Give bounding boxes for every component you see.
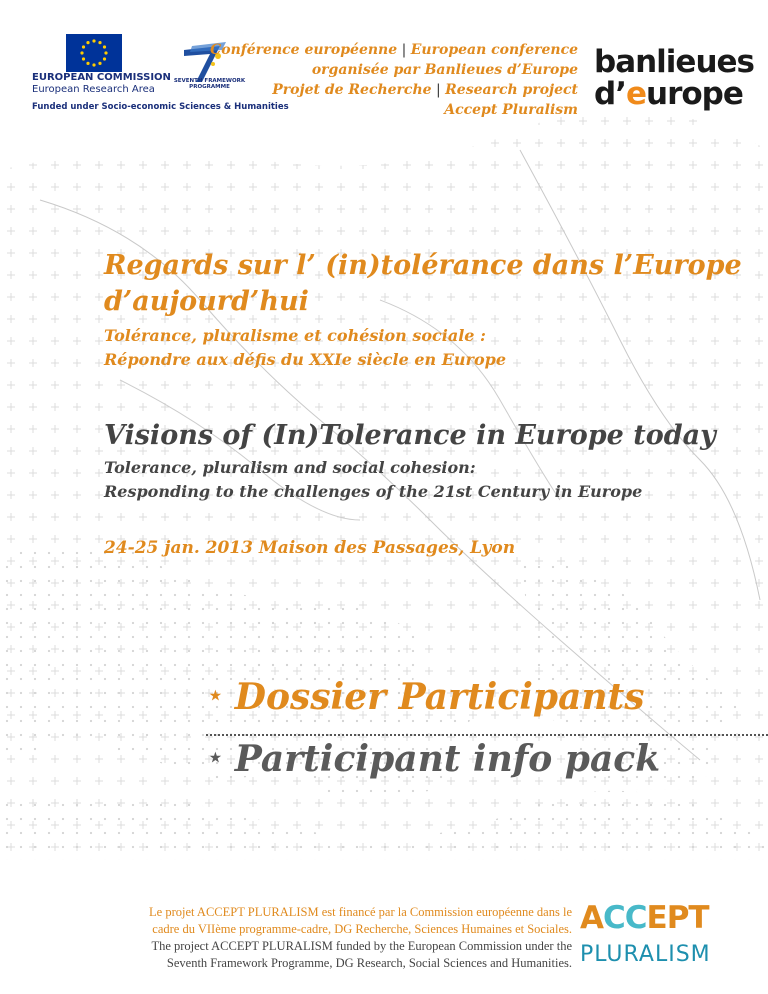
funding-fr-line-2: cadre du VIIème programme-cadre, DG Recherche, Sciences Humaines et Sociales. bbox=[152, 922, 572, 936]
french-subtitle-line-1: Tolérance, pluralisme et cohésion sociale : bbox=[104, 326, 486, 345]
eu-research-area-label: European Research Area bbox=[32, 84, 155, 95]
bde-logo-line-1: banlieues bbox=[594, 44, 755, 80]
english-subtitle bbox=[104, 456, 642, 504]
eu-flag-icon bbox=[66, 34, 122, 72]
english-subtitle-line-2: Responding to the challenges of the 21st Century in Europe bbox=[104, 482, 643, 501]
conference-header bbox=[210, 40, 578, 120]
funded-under-label: Funded under Socio-economic Sciences & Humanities bbox=[32, 102, 289, 112]
header-project-fr: Projet de Recherche bbox=[272, 82, 432, 98]
accept-letters-ept: EPT bbox=[646, 900, 709, 936]
english-subtitle-line-1: Tolerance, pluralism and social cohesion: bbox=[104, 458, 476, 477]
dotted-divider bbox=[206, 734, 768, 736]
bde-logo-line-2 bbox=[594, 78, 743, 110]
funding-en-line-1: The project ACCEPT PLURALISM funded by the European Commission under the bbox=[151, 939, 572, 953]
accept-letter-c1: C bbox=[603, 900, 625, 936]
header-line-1 bbox=[210, 40, 578, 60]
french-subtitle bbox=[104, 324, 506, 372]
accept-logo-wordmark bbox=[580, 900, 709, 936]
french-subtitle-line-2: Répondre aux défis du XXIe siècle en Europe bbox=[104, 350, 506, 369]
bde-logo-accent-letter: e bbox=[625, 76, 646, 112]
header-separator: | bbox=[431, 82, 446, 98]
bde-logo-prefix: d’ bbox=[594, 76, 626, 112]
funding-en-line-2: Seventh Framework Programme, DG Research, Social Sciences and Humanities. bbox=[166, 956, 572, 970]
accept-logo-pluralism: PLURALISM bbox=[580, 942, 711, 967]
event-date-location: 24-25 jan. 2013 Maison des Passages, Lyon bbox=[104, 538, 516, 558]
bde-logo-suffix: urope bbox=[646, 76, 743, 112]
header-line-3 bbox=[210, 80, 578, 100]
french-title: Regards sur l’ (in)tolérance dans l’Europe d’aujourd’hui bbox=[104, 250, 742, 317]
english-title: Visions of (In)Tolerance in Europe today bbox=[104, 420, 716, 451]
dossier-en-label: Participant info pack bbox=[234, 738, 661, 780]
fp7-label: SEVENTH FRAMEWORK PROGRAMME bbox=[173, 78, 246, 90]
funding-fr-line-1: Le projet ACCEPT PLURALISM est financé par la Commission européenne dans le bbox=[149, 905, 572, 919]
star-icon: ⋆ bbox=[206, 678, 225, 713]
header-project-en: Research project bbox=[445, 82, 578, 98]
participant-info-pack-heading bbox=[206, 738, 660, 780]
banlieues-d-europe-logo bbox=[594, 44, 755, 126]
header-separator: | bbox=[397, 42, 411, 58]
star-icon: ⋆ bbox=[206, 740, 225, 775]
accept-pluralism-logo bbox=[580, 900, 740, 980]
header-line-4: Accept Pluralism bbox=[444, 102, 578, 118]
accept-letter-a: A bbox=[580, 900, 603, 936]
dossier-fr-label: Dossier Participants bbox=[234, 676, 645, 718]
funding-statement bbox=[52, 904, 572, 972]
header-conference-en: European conference bbox=[410, 42, 578, 58]
eu-commission-label: EUROPEAN COMMISSION bbox=[32, 72, 171, 83]
header-line-2: organisée par Banlieues d’Europe bbox=[311, 62, 578, 78]
accept-letter-c2: C bbox=[624, 900, 647, 936]
header-conference-fr: Conférence européenne bbox=[210, 42, 398, 58]
dossier-participants-heading bbox=[206, 676, 645, 718]
